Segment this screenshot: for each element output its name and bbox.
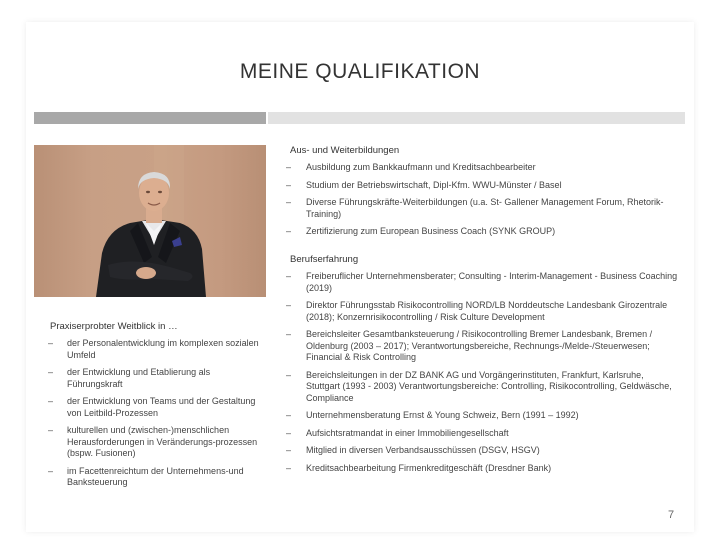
practice-list <box>48 338 268 495</box>
bullet-dash: – <box>48 465 54 476</box>
title-bar-light <box>268 112 685 124</box>
portrait-illustration <box>34 145 266 297</box>
list-item: – Diverse Führungskräfte-Weiterbildungen (u.a. St- Gallener Management Forum, Rhetorik-Training) <box>286 197 664 219</box>
list-item: – Bereichsleiter Gesamtbanksteuerung / Risikocontrolling Bremer Landesbank, Bremen / Oldenburg (2003 – 2017); Verantwortungsbereiche, Rechnungs-/Melde-/Steuerwesen; Financial & Risk Controlling <box>286 329 653 362</box>
list-item: – Ausbildung zum Bankkaufmann und Kreditsachbearbeiter <box>286 162 536 172</box>
list-item: – Bereichsleitungen in der DZ BANK AG und Vorgängerinstituten, Frankfurt, Karlsruhe, Stuttgart (1993 - 2003) Verantwortungsbereiche: Controlling, Risikocontrolling, Geldwäsche, Compliance <box>286 369 672 403</box>
bullet-dash: – <box>286 300 292 310</box>
bullet-dash: – <box>286 162 292 172</box>
list-item: – Zertifizierung zum European Business Coach (SYNK GROUP) <box>286 226 556 236</box>
bullet-dash: – <box>286 410 292 420</box>
bullet-dash: – <box>286 462 292 473</box>
bullet-dash: – <box>48 425 54 435</box>
education-list <box>286 162 678 244</box>
list-item: – Freiberuflicher Unternehmensberater; Consulting - Interim-Management - Business Coaching (2019) <box>286 271 678 293</box>
bullet-dash: – <box>286 179 292 190</box>
list-item: – kulturellen und (zwischen-)menschlichen Herausforderungen in Veränderungs-prozessen (bspw. Fusionen) <box>48 425 258 458</box>
practice-heading: Praxiserprobter Weitblick in … <box>50 321 178 332</box>
list-item: – im Facettenreichtum der Unternehmens-und Banksteuerung <box>48 465 244 487</box>
list-item: – Unternehmensberatung Ernst & Young Schweiz, Bern (1991 – 1992) <box>286 410 579 420</box>
list-item: – der Personalentwicklung im komplexen sozialen Umfeld <box>48 338 259 360</box>
experience-heading: Berufserfahrung <box>290 254 359 265</box>
bullet-dash: – <box>286 445 292 455</box>
list-item: – der Entwicklung von Teams und der Gestaltung von Leitbild-Prozessen <box>48 396 256 418</box>
list-item: – Aufsichtsratmandat in einer Immobiliengesellschaft <box>286 427 509 438</box>
page-number: 7 <box>668 509 675 521</box>
bullet-dash: – <box>286 329 292 339</box>
education-heading: Aus- und Weiterbildungen <box>290 145 400 156</box>
experience-list <box>286 271 678 480</box>
portrait-photo <box>34 145 266 297</box>
bullet-dash: – <box>286 271 292 281</box>
bullet-dash: – <box>286 197 292 207</box>
bullet-dash: – <box>48 396 54 406</box>
bullet-dash: – <box>48 338 54 348</box>
slide-title: MEINE QUALIFIKATION <box>239 60 481 83</box>
title-bar-dark <box>34 112 266 124</box>
bullet-dash: – <box>286 427 292 438</box>
list-item: – Direktor Führungsstab Risikocontrolling NORD/LB Norddeutsche Landesbank Girozentrale (2018); Konzernrisikocontrolling / Risk Culture Development <box>286 300 668 322</box>
list-item: – Studium der Betriebswirtschaft, Dipl-Kfm. WWU-Münster / Basel <box>286 179 562 190</box>
bullet-dash: – <box>48 367 54 377</box>
list-item: – der Entwicklung und Etablierung als Führungskraft <box>48 367 211 389</box>
bullet-dash: – <box>286 226 292 236</box>
list-item: – Kreditsachbearbeitung Firmenkreditgeschäft (Dresdner Bank) <box>286 462 552 473</box>
bullet-dash: – <box>286 369 292 380</box>
list-item: – Mitglied in diversen Verbandsausschüssen (DSGV, HSGV) <box>286 445 540 455</box>
